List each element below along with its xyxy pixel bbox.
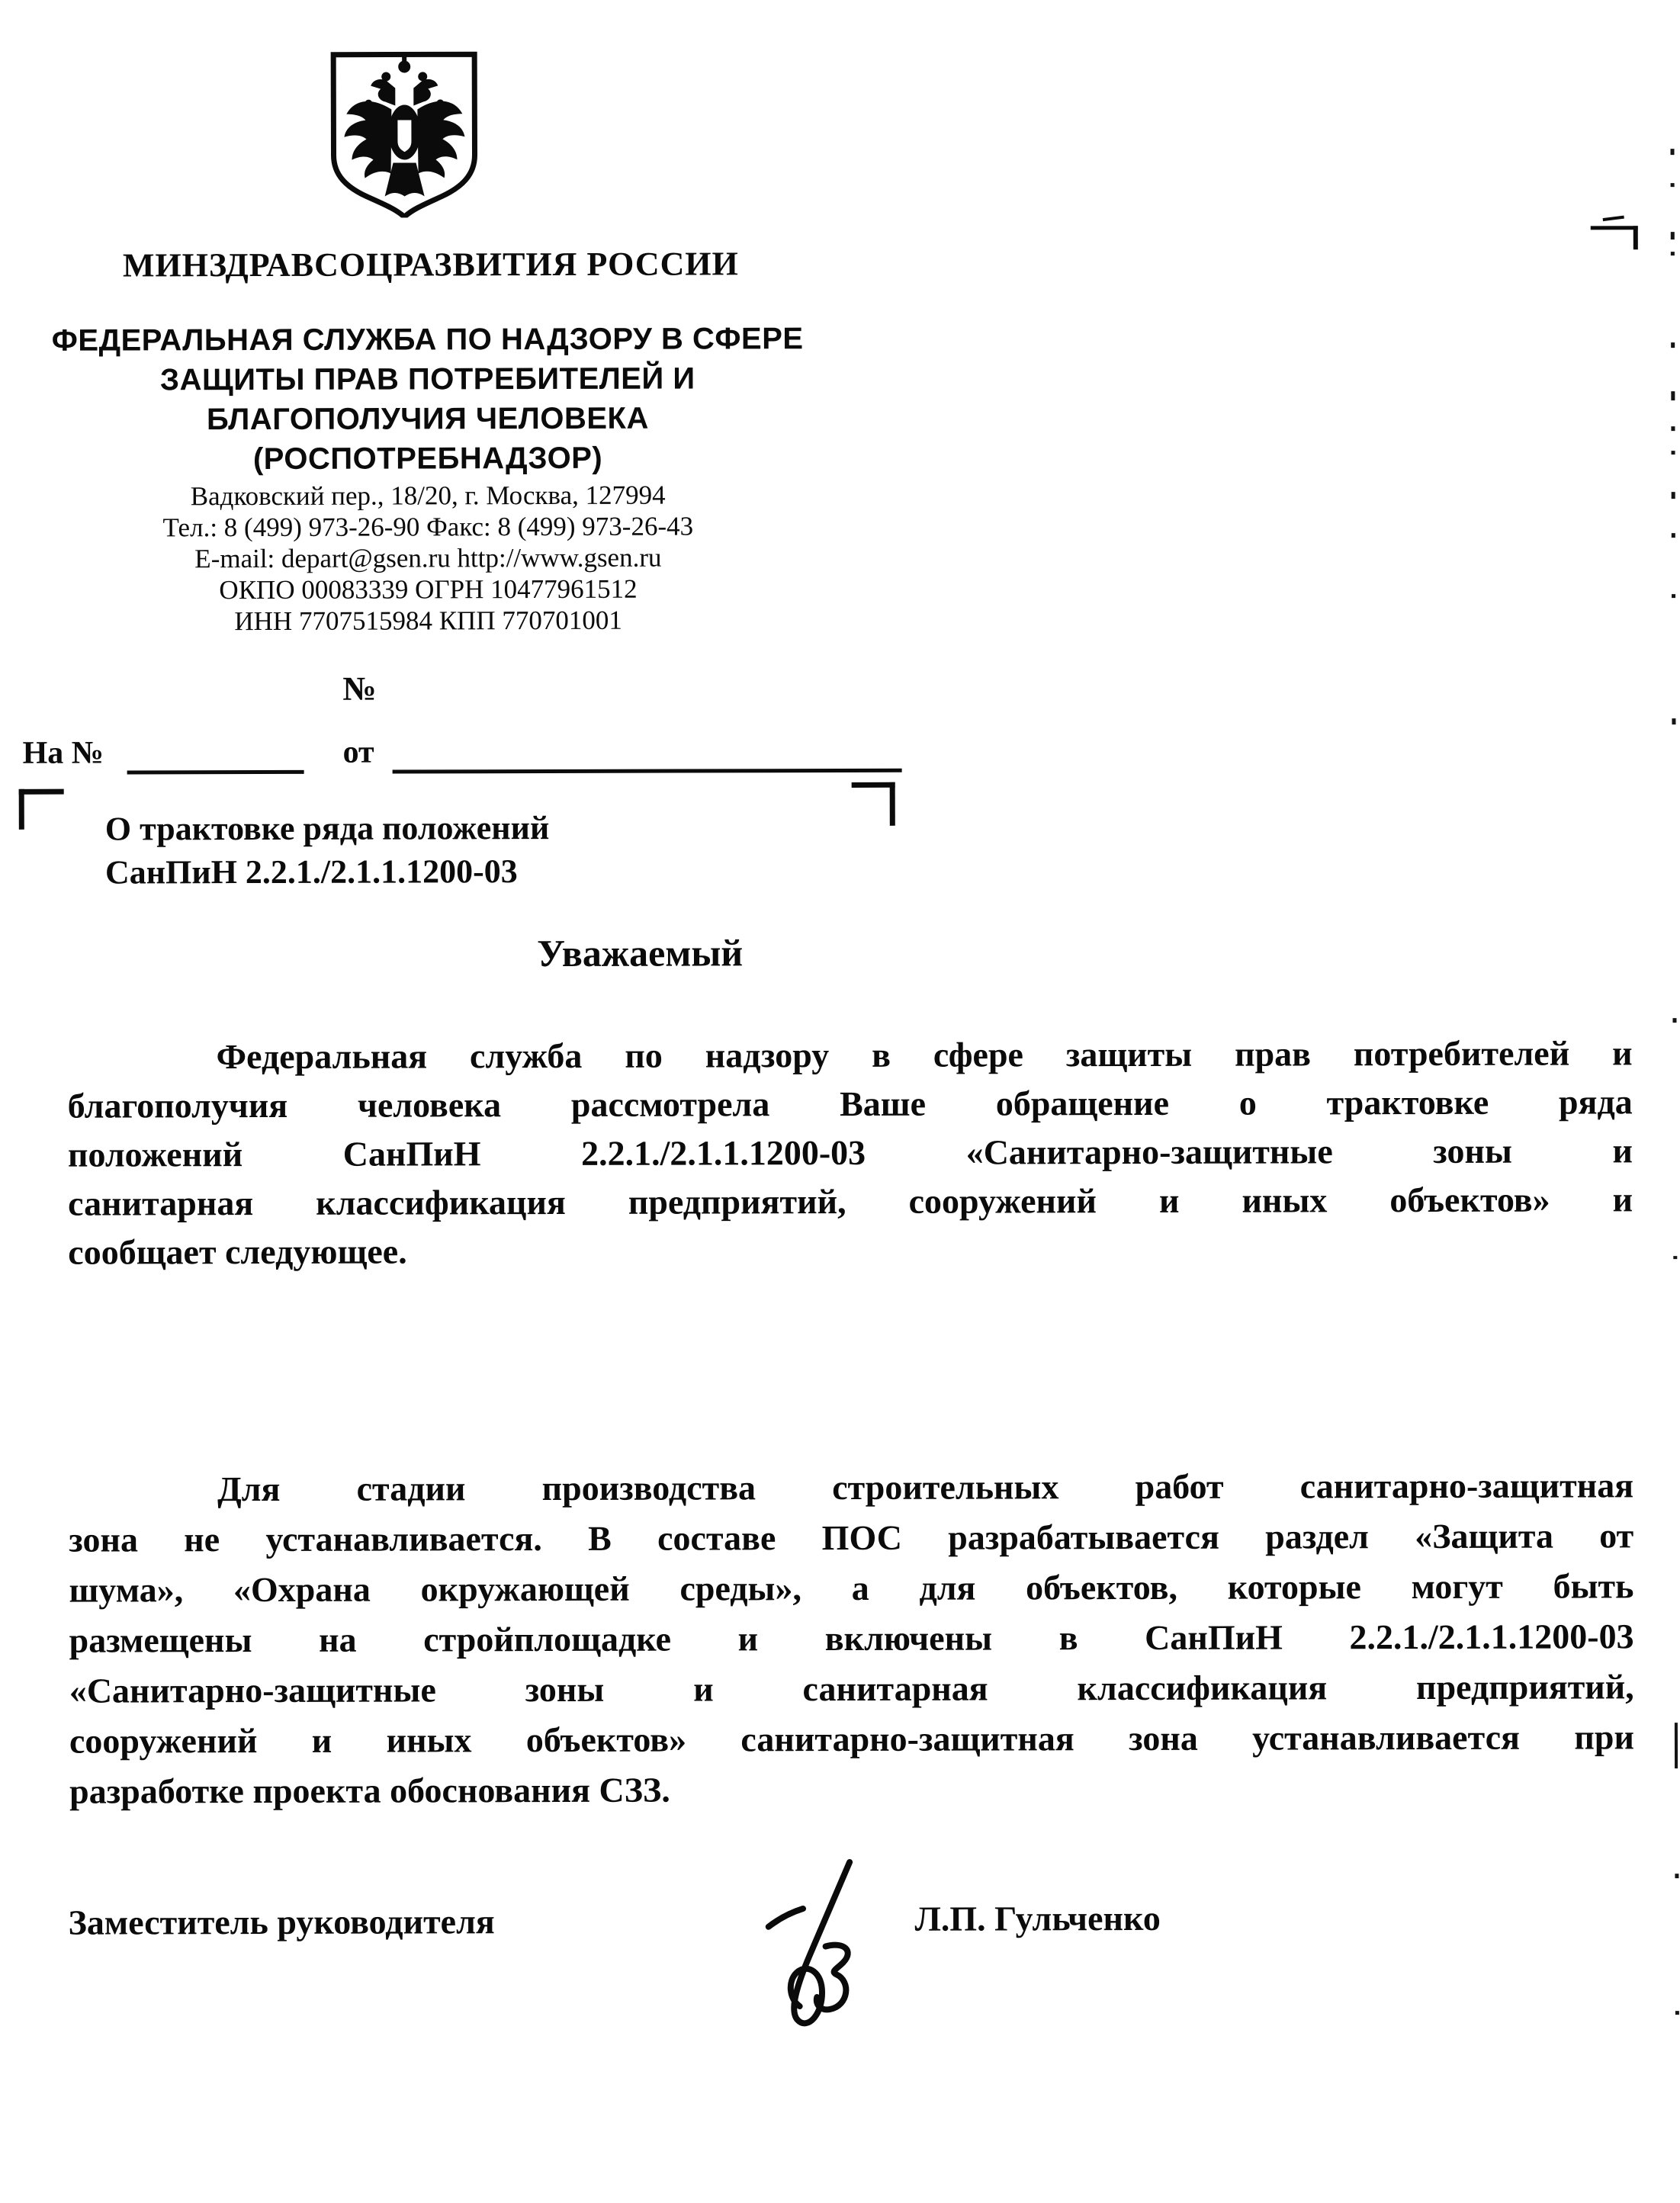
scan-artifact-dash bbox=[1671, 426, 1675, 431]
outgoing-number-label: № bbox=[342, 670, 377, 708]
paragraph2-line: Для стадии производства строительных работ санитарно-защитная bbox=[217, 1466, 1634, 1509]
agency-name-block bbox=[18, 319, 838, 480]
scan-artifact-dash bbox=[1671, 232, 1675, 239]
reply-date-blank-line bbox=[393, 769, 902, 774]
signer-position: Заместитель руководителя bbox=[68, 1902, 495, 1942]
scan-artifact-dash bbox=[1672, 533, 1675, 538]
agency-name-line2: ЗАЩИТЫ ПРАВ ПОТРЕБИТЕЛЕЙ И bbox=[159, 361, 695, 397]
paragraph2-line: разработке проекта обоснования СЗЗ. bbox=[69, 1770, 670, 1811]
reply-number-blank-line bbox=[127, 770, 304, 775]
scan-artifact-tick bbox=[1603, 216, 1624, 221]
paragraph2-line: сооружений и иных объектов» санитарно-защитная зона устанавливается при bbox=[69, 1717, 1635, 1761]
page-top-right-corner-mark-icon bbox=[1591, 226, 1638, 249]
scan-artifact-dash bbox=[1673, 1256, 1677, 1259]
signer-name: Л.П. Гульченко bbox=[914, 1898, 1161, 1938]
scan-artifact-dash bbox=[1675, 1723, 1678, 1768]
subject-block bbox=[105, 805, 792, 894]
phone-fax-line: Тел.: 8 (499) 973-26-90 Факс: 8 (499) 973-26-43 bbox=[162, 511, 694, 543]
body-paragraph-1 bbox=[68, 1029, 1633, 1277]
subject-line1: О трактовке ряда положений bbox=[104, 808, 550, 848]
ministry-name: МИНЗДРАВСОЦРАЗВИТИЯ РОССИИ bbox=[122, 245, 739, 284]
reply-number-label: На № bbox=[22, 735, 104, 771]
salutation: Уважаемый bbox=[537, 931, 744, 975]
address-line: Вадковский пер., 18/20, г. Москва, 127994 bbox=[190, 480, 666, 512]
scan-artifact-dash bbox=[1672, 492, 1675, 499]
scan-artifact-dash bbox=[1670, 149, 1674, 155]
paragraph1-line: благополучия человека рассмотрела Ваше обращение о трактовке ряда bbox=[67, 1082, 1633, 1126]
scan-artifact-dash bbox=[1672, 594, 1675, 598]
russia-coat-of-arms-icon bbox=[326, 48, 483, 218]
scan-artifact-dash bbox=[1675, 2011, 1679, 2015]
paragraph1-line: положений СанПиН 2.2.1./2.1.1.1200-03 «Санитарно-защитные зоны и bbox=[67, 1131, 1633, 1174]
paragraph2-line: размещены на стройплощадке и включены в СанПиН 2.2.1./2.1.1.1200-03 bbox=[69, 1617, 1634, 1660]
letterhead-contacts bbox=[18, 479, 839, 637]
scan-artifact-dash bbox=[1675, 1874, 1678, 1878]
scan-artifact-dash bbox=[1672, 718, 1675, 724]
body-paragraph-2 bbox=[69, 1460, 1634, 1816]
paragraph2-line: шума», «Охрана окружающей среды», а для объектов, которые могут быть bbox=[69, 1566, 1634, 1610]
paragraph1-line: сообщает следующее. bbox=[68, 1232, 407, 1272]
scan-artifact-dash bbox=[1672, 1018, 1676, 1023]
scan-artifact-dash bbox=[1671, 391, 1675, 400]
scan-artifact-dash bbox=[1671, 183, 1675, 187]
scan-artifact-dash bbox=[1671, 342, 1675, 348]
address-zone-corner-right-icon bbox=[852, 782, 895, 826]
address-zone-corner-left-icon bbox=[19, 789, 64, 830]
scan-artifact-dash bbox=[1672, 451, 1675, 454]
subject-line2: СанПиН 2.2.1./2.1.1.1200-03 bbox=[104, 853, 518, 891]
paragraph2-line: «Санитарно-защитные зоны и санитарная классификация предприятий, bbox=[69, 1667, 1634, 1710]
handwritten-signature-icon bbox=[750, 1851, 888, 2039]
paragraph1-line: Федеральная служба по надзору в сфере защиты прав потребителей и bbox=[216, 1033, 1633, 1077]
paragraph2-line: зона не устанавливается. В составе ПОС разрабатывается раздел «Защита от bbox=[69, 1516, 1634, 1559]
agency-name-line1: ФЕДЕРАЛЬНАЯ СЛУЖБА ПО НАДЗОРУ В СФЕРЕ bbox=[51, 322, 804, 358]
agency-short-name: (РОСПОТРЕБНАДЗОР) bbox=[252, 441, 603, 477]
okpo-ogrn-line: ОКПО 00083339 ОГРН 10477961512 bbox=[219, 573, 638, 605]
scan-artifact-dash bbox=[1671, 252, 1675, 255]
paragraph1-line: санитарная классификация предприятий, сооружений и иных объектов» и bbox=[68, 1180, 1633, 1223]
agency-name-line3: БЛАГОПОЛУЧИЯ ЧЕЛОВЕКА bbox=[206, 401, 649, 437]
email-web-line: E-mail: depart@gsen.ru http://www.gsen.ru bbox=[194, 542, 662, 574]
reply-date-label: от bbox=[342, 734, 374, 770]
inn-kpp-line: ИНН 7707515984 КПП 770701001 bbox=[234, 605, 622, 637]
